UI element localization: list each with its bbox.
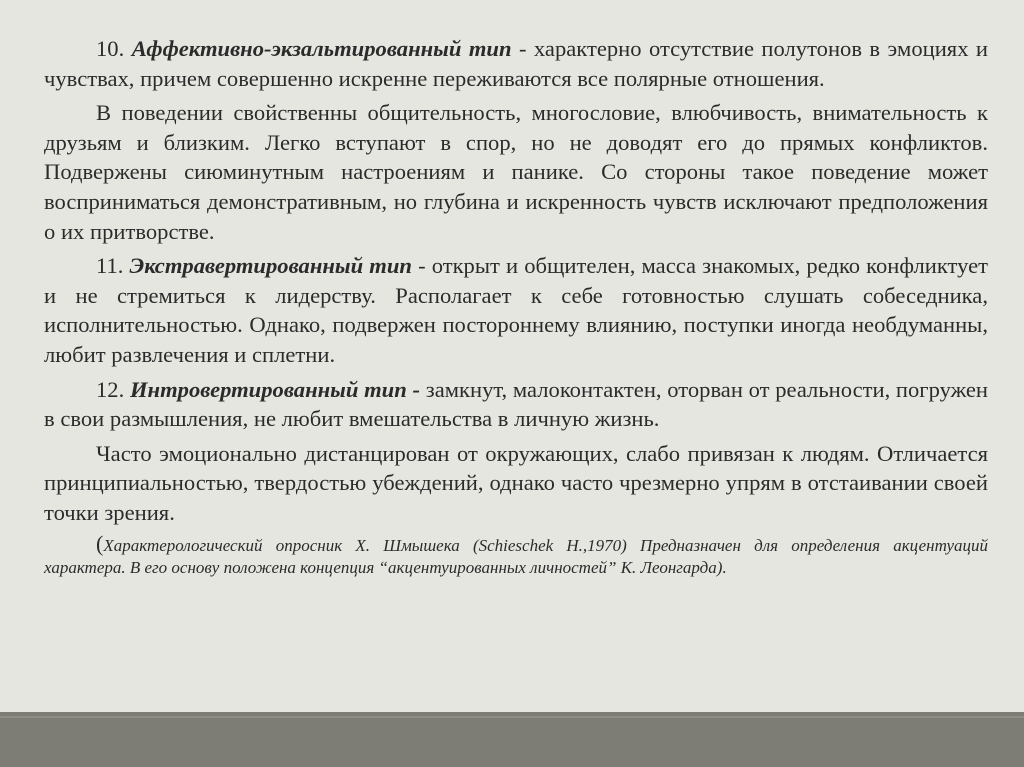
- type-term: Аффективно-экзальтированный тип: [131, 36, 512, 61]
- reference-text: Характерологический опросник Х. Шмышека (Schieschek H.,1970) Предназначен для определения акцентуаций характера. В его основу положена концепция “акцентуированных личностей” К. Леонгарда).: [44, 535, 988, 577]
- footer-divider: [0, 716, 1024, 718]
- slide-body: [44, 34, 988, 584]
- type-term: Экстравертированный тип: [129, 253, 412, 279]
- reference-note: [44, 530, 988, 579]
- paragraph-text: В поведении свойственны общительность, многословие, влюбчивость, внимательность к друзьям и близким. Легко вступают в спор, но не доводят его до прямых конфликтов. Подвержены сиюминутным настроениям и панике. Со стороны такое поведение может восприниматься демонстративным, но глубина и искренность чувств исключают предположения о их притворстве.: [44, 100, 988, 244]
- item-number: 12.: [96, 376, 125, 402]
- paragraph-affective: [44, 34, 988, 93]
- paragraph-extravert: [44, 251, 988, 369]
- item-number: 11.: [96, 253, 124, 279]
- paragraph-behavior: [44, 98, 988, 246]
- footer-band: [0, 712, 1024, 767]
- reference-open-paren: (: [96, 530, 104, 556]
- paragraph-text: замкнут, малоконтактен, оторван от реальности, погружен в свои размышления, не любит вмешательства в личную жизнь.: [44, 376, 989, 432]
- paragraph-introvert-details: [44, 439, 988, 528]
- item-number: 10.: [96, 36, 125, 61]
- paragraph-introvert: [44, 375, 988, 434]
- paragraph-text: Часто эмоционально дистанцирован от окружающих, слабо привязан к людям. Отличается принципиальностью, твердостью убеждений, однако часто чрезмерно упрям в отстаивании своей точки зрения.: [44, 440, 988, 525]
- paragraph-text: - открыт и общителен, масса знакомых, редко конфликтует и не стремиться к лидерству. Располагает к себе готовностью слушать собеседника, исполнительностью. Однако, подвержен постороннему влиянию, поступки иногда необдуманны, любит развлечения и сплетни.: [44, 253, 988, 367]
- type-term: Интровертированный тип -: [129, 376, 421, 402]
- paragraph-text: - характерно отсутствие полутонов в эмоциях и чувствах, причем совершенно искренне переживаются все полярные отношения.: [44, 36, 989, 91]
